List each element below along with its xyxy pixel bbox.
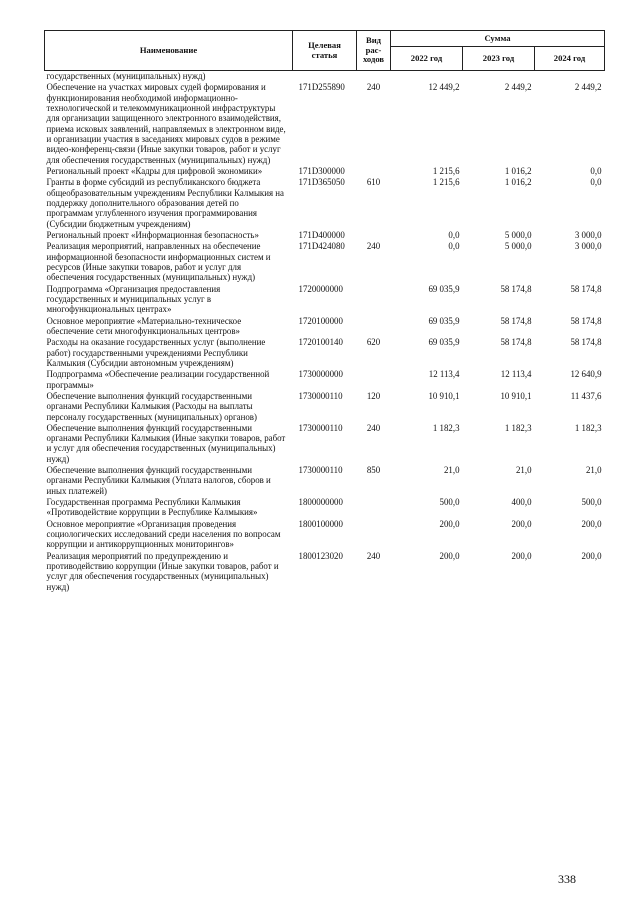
table-row — [45, 423, 605, 465]
row-article: 1720100140 — [298, 337, 343, 348]
row-article: 1730000000 — [298, 369, 343, 380]
row-value-2022: 0,0 — [448, 241, 460, 252]
row-value-2022: 0,0 — [448, 229, 460, 240]
table-row — [45, 82, 605, 166]
row-kind — [357, 284, 391, 316]
row-value-2023: 1 016,2 — [504, 165, 532, 176]
row-value-2024: 0,0 — [590, 165, 602, 176]
row-article: 1730000110 — [298, 465, 343, 476]
row-kind: 610 — [366, 177, 381, 188]
row-value-2022: 500,0 — [439, 497, 460, 508]
row-kind — [357, 316, 391, 338]
row-value-2023: 5 000,0 — [504, 241, 532, 252]
row-value-2024: 21,0 — [585, 465, 602, 476]
row-kind — [357, 71, 391, 83]
row-name: государственных (муниципальных) нужд) — [46, 71, 206, 81]
row-article: 171D400000 — [298, 229, 345, 240]
row-value-2022: 1 182,3 — [432, 422, 460, 433]
row-article: 1720100000 — [298, 315, 343, 326]
header-name: Наименование — [45, 31, 293, 71]
row-kind: 240 — [366, 422, 381, 433]
row-value-2022: 12 449,2 — [428, 82, 460, 93]
table-row — [45, 71, 605, 83]
table-row — [45, 166, 605, 177]
row-value-2022: 1 215,6 — [432, 177, 460, 188]
row-value-2024: 1 182,3 — [574, 422, 602, 433]
row-kind — [357, 519, 391, 551]
row-kind: 620 — [366, 337, 381, 348]
table-row — [45, 519, 605, 551]
row-kind — [357, 369, 391, 391]
row-value-2023: 200,0 — [511, 550, 532, 561]
row-value-2023: 21,0 — [515, 465, 532, 476]
table-row — [45, 241, 605, 283]
page-number: 338 — [558, 872, 576, 886]
row-value-2023: 10 910,1 — [500, 390, 532, 401]
row-article: 1800100000 — [298, 518, 343, 529]
table-row — [45, 497, 605, 519]
row-name: Основное мероприятие «Материально-техническое обеспечение сети многофункциональных центров» — [46, 315, 242, 336]
row-kind — [357, 166, 391, 177]
row-kind — [357, 230, 391, 241]
row-name: Подпрограмма «Обеспечение реализации государственной программы» — [46, 369, 270, 390]
row-kind: 240 — [366, 550, 381, 561]
table-row — [45, 391, 605, 423]
row-name: Расходы на оказание государственных услуг (выполнение работ) государственными учреждениями Республики Калмыкия (Субсидии автономным учреждениям) — [46, 337, 266, 368]
row-name: Региональный проект «Информационная безопасность» — [46, 229, 259, 240]
row-value-2023: 2 449,2 — [504, 82, 532, 93]
row-value-2022: 69 035,9 — [428, 283, 460, 294]
row-article: 1730000110 — [298, 422, 343, 433]
row-value-2024: 11 437,6 — [570, 390, 602, 401]
table-header — [45, 31, 605, 71]
row-value-2023: 58 174,8 — [500, 337, 532, 348]
row-value-2024: 200,0 — [581, 518, 602, 529]
row-value-2023: 58 174,8 — [500, 315, 532, 326]
row-value-2024: 2 449,2 — [574, 82, 602, 93]
row-article: 1730000110 — [298, 390, 343, 401]
row-article: 1720000000 — [298, 283, 343, 294]
row-article: 171D424080 — [298, 241, 345, 252]
row-value-2023: 5 000,0 — [504, 229, 532, 240]
row-name: Обеспечение выполнения функций государственными органами Республики Калмыкия (Иные закупки товаров, работ и услуг для обеспечения государственных (муниципальных) нужд) — [46, 422, 286, 464]
row-value-2022: 21,0 — [443, 465, 460, 476]
row-article: 1800000000 — [298, 497, 343, 508]
row-value-2024: 3 000,0 — [574, 241, 602, 252]
row-value-2024: 0,0 — [590, 177, 602, 188]
row-value-2024: 58 174,8 — [570, 315, 602, 326]
header-article: Целевая статья — [293, 31, 357, 71]
row-kind: 240 — [366, 82, 381, 93]
row-value-2022 — [391, 71, 463, 83]
header-year-2022: 2022 год — [391, 47, 463, 71]
row-value-2023: 200,0 — [511, 518, 532, 529]
header-year-2023: 2023 год — [463, 47, 535, 71]
table-row — [45, 369, 605, 391]
table-row — [45, 551, 605, 593]
row-value-2022: 12 113,4 — [428, 369, 460, 380]
table-row — [45, 337, 605, 369]
row-value-2024: 58 174,8 — [570, 337, 602, 348]
row-value-2023: 58 174,8 — [500, 283, 532, 294]
row-value-2022: 200,0 — [439, 518, 460, 529]
row-value-2023: 1 016,2 — [504, 177, 532, 188]
row-name: Подпрограмма «Организация предоставления государственных и муниципальных услуг в многофункциональных центрах» — [46, 283, 221, 315]
row-name: Обеспечение выполнения функций государственными органами Республики Калмыкия (Расходы на выплаты персоналу государственных (муниципальных) органов) — [46, 390, 257, 422]
row-kind: 120 — [366, 390, 381, 401]
row-name: Обеспечение на участках мировых судей формирования и функционирования необходимой информационно-технологической и телекоммуникационной инфраструктуры для организации защищенного электронного взаимодействия, приема исковых заявлений, направляемых в электронном виде, и организации участия в заседаниях мировых судов в режиме видео-конференц-связи (Иные закупки товаров, работ и услуг для обеспечения государственных (муниципальных) нужд) — [46, 82, 286, 165]
row-article: 171D365050 — [298, 177, 345, 188]
row-name: Реализация мероприятий по предупреждению и противодействию коррупции (Иные закупки товаров, работ и услуг для обеспечения государственных (муниципальных) нужд) — [46, 550, 279, 592]
row-name: Реализация мероприятий, направленных на обеспечение информационной безопасности информационных систем и ресурсов (Иные закупки товаров, работ и услуг для обеспечения государственных (муниципальных) нужд) — [46, 241, 271, 283]
row-value-2023 — [463, 71, 535, 83]
table-row — [45, 316, 605, 338]
row-value-2023: 400,0 — [511, 497, 532, 508]
row-value-2022: 69 035,9 — [428, 337, 460, 348]
row-kind: 240 — [366, 241, 381, 252]
row-value-2024: 500,0 — [581, 497, 602, 508]
table-body — [45, 71, 605, 594]
row-value-2023: 1 182,3 — [504, 422, 532, 433]
row-name: Основное мероприятие «Организация проведения социологических исследований среди населения по вопросам коррупции и антикоррупционных мониторингов» — [46, 518, 281, 550]
row-kind: 850 — [366, 465, 381, 476]
row-value-2023: 12 113,4 — [500, 369, 532, 380]
row-value-2024 — [535, 71, 605, 83]
budget-table — [44, 30, 605, 593]
row-value-2024: 3 000,0 — [574, 229, 602, 240]
row-value-2022: 200,0 — [439, 550, 460, 561]
row-value-2022: 10 910,1 — [428, 390, 460, 401]
row-article — [293, 71, 357, 83]
header-kind: Вид рас-ходов — [357, 31, 391, 71]
row-value-2022: 69 035,9 — [428, 315, 460, 326]
row-value-2022: 1 215,6 — [432, 165, 460, 176]
row-value-2024: 58 174,8 — [570, 283, 602, 294]
row-name: Обеспечение выполнения функций государственными органами Республики Калмыкия (Уплата налогов, сборов и иных платежей) — [46, 465, 271, 496]
header-year-2024: 2024 год — [535, 47, 605, 71]
table-row — [45, 465, 605, 497]
row-name: Государственная программа Республики Калмыкия «Противодействие коррупции в Республике Калмыкия» — [46, 497, 258, 518]
row-article: 1800123020 — [298, 550, 343, 561]
header-sum: Сумма — [391, 31, 605, 47]
row-value-2024: 200,0 — [581, 550, 602, 561]
table-row — [45, 230, 605, 241]
row-kind — [357, 497, 391, 519]
row-article: 171D255890 — [298, 82, 345, 93]
table-row — [45, 284, 605, 316]
row-name: Региональный проект «Кадры для цифровой экономики» — [46, 165, 263, 176]
table-row — [45, 177, 605, 230]
row-value-2024: 12 640,9 — [570, 369, 602, 380]
row-article: 171D300000 — [298, 165, 345, 176]
row-name: Гранты в форме субсидий из республиканского бюджета общеобразовательным учреждениям Республики Калмыкия на поддержку дополнительного образования детей по программам углубленного изучения программирования (Субсидии бюджетным учреждениям) — [46, 177, 284, 229]
